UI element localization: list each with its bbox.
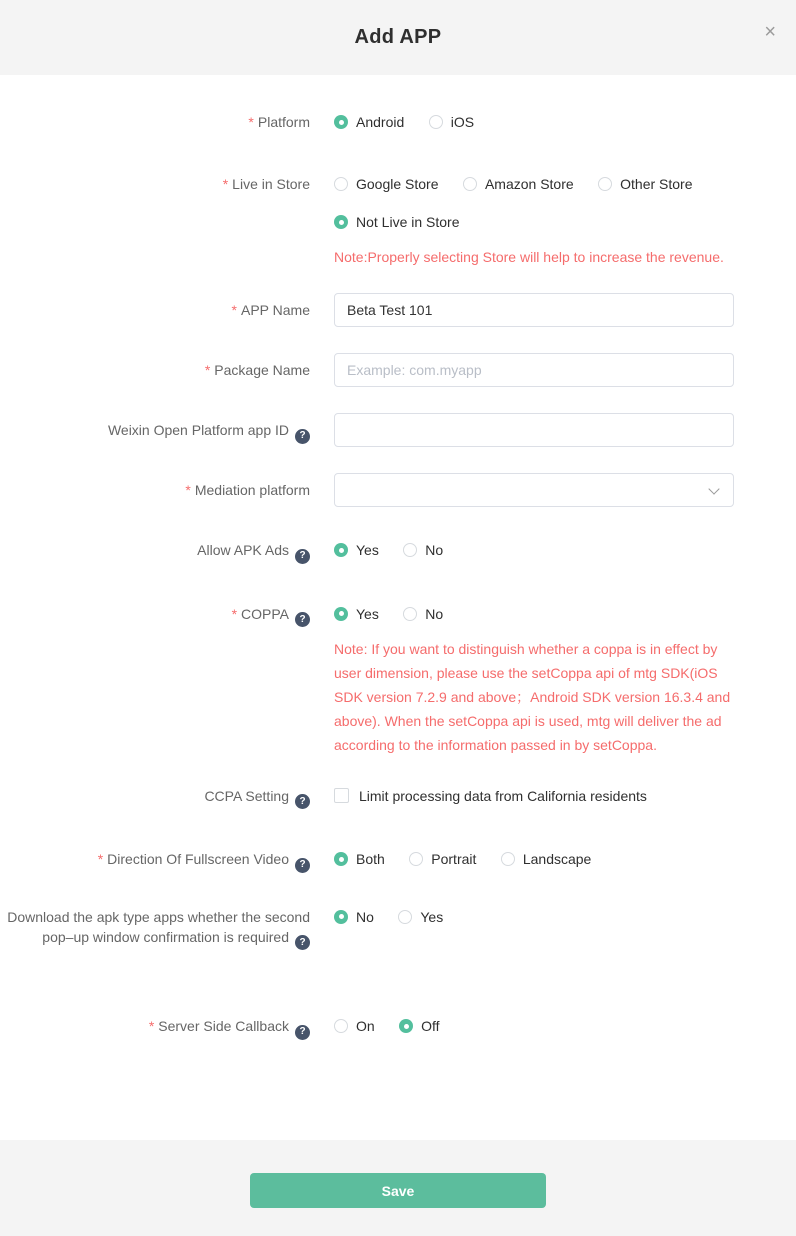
weixin-app-id-label: Weixin Open Platform app ID ? [0, 413, 310, 444]
radio-landscape[interactable] [501, 852, 515, 866]
required-asterisk: * [148, 1018, 155, 1034]
radio-option-ios[interactable]: iOS [429, 112, 474, 132]
direction-label: * Direction Of Fullscreen Video ? [0, 849, 310, 873]
field-ccpa-setting [0, 786, 796, 810]
coppa-label: * COPPA ? [0, 604, 310, 628]
radio-ios[interactable] [429, 115, 443, 129]
radio-option-not-live-in-store[interactable]: Not Live in Store [334, 212, 460, 232]
field-allow-apk-ads [0, 540, 796, 564]
radio-option-portrait[interactable]: Portrait [409, 849, 476, 869]
radio-allow-apk-yes-selected[interactable] [334, 543, 348, 557]
radio-coppa-no[interactable] [403, 607, 417, 621]
dialog-footer [0, 1140, 796, 1236]
store-note: Note:Properly selecting Store will help to increase the revenue. [334, 249, 724, 265]
radio-option-android[interactable]: Android [334, 112, 404, 132]
radio-option-coppa-no[interactable]: No [403, 604, 443, 624]
required-asterisk: * [185, 482, 191, 498]
radio-option-amazon-store[interactable]: Amazon Store [463, 174, 574, 194]
radio-both-selected[interactable] [334, 852, 348, 866]
field-coppa [0, 604, 796, 757]
field-server-side-callback [0, 1016, 796, 1040]
radio-allow-apk-no[interactable] [403, 543, 417, 557]
radio-android-selected[interactable] [334, 115, 348, 129]
radio-portrait[interactable] [409, 852, 423, 866]
field-mediation-platform [0, 473, 796, 507]
field-app-name [0, 293, 796, 327]
mediation-platform-select[interactable] [334, 473, 734, 507]
weixin-app-id-input[interactable] [334, 413, 734, 447]
radio-not-live-selected[interactable] [334, 215, 348, 229]
radio-apk-confirm-yes[interactable] [398, 910, 412, 924]
help-icon[interactable]: ? [295, 429, 310, 444]
field-direction-fullscreen-video [0, 849, 796, 873]
help-icon[interactable]: ? [295, 549, 310, 564]
package-name-input[interactable] [334, 353, 734, 387]
mediation-platform-label: * Mediation platform [185, 482, 310, 498]
help-icon[interactable]: ? [295, 794, 310, 809]
radio-callback-off-selected[interactable] [399, 1019, 413, 1033]
required-asterisk: * [231, 605, 238, 622]
radio-google-store[interactable] [334, 177, 348, 191]
add-app-form [0, 75, 796, 1140]
help-icon[interactable]: ? [295, 1025, 310, 1040]
radio-option-coppa-yes[interactable]: Yes [334, 604, 379, 624]
chevron-down-icon [708, 483, 719, 494]
required-asterisk: * [97, 851, 104, 867]
help-icon[interactable]: ? [295, 935, 310, 950]
radio-option-allow-apk-yes[interactable]: Yes [334, 540, 379, 560]
field-platform [0, 112, 796, 134]
radio-option-apk-confirm-no[interactable]: No [334, 907, 374, 927]
ccpa-setting-label: CCPA Setting ? [0, 786, 310, 810]
apk-confirm-label: Download the apk type apps whether the second pop–up window confirmation is required ? [0, 907, 310, 951]
radio-option-callback-off[interactable]: Off [399, 1016, 439, 1036]
radio-option-apk-confirm-yes[interactable]: Yes [398, 907, 443, 927]
radio-coppa-yes-selected[interactable] [334, 607, 348, 621]
page-title: Add APP [354, 26, 442, 48]
field-package-name [0, 353, 796, 387]
radio-option-landscape[interactable]: Landscape [501, 849, 592, 869]
radio-option-allow-apk-no[interactable]: No [403, 540, 443, 560]
required-asterisk: * [248, 114, 254, 130]
required-asterisk: * [222, 176, 229, 192]
coppa-note: Note: If you want to distinguish whether a coppa is in effect by user dimension, please use the setCoppa api of mtg SDK(iOS SDK version 7.2.9 and above；Android SDK version 16.3.4 and above). When the setCoppa api is used, mtg will deliver the ad according to the information passed in by setCoppa. [334, 640, 731, 753]
radio-option-google-store[interactable]: Google Store [334, 174, 439, 194]
live-in-store-label: * Live in Store [222, 176, 310, 192]
close-icon[interactable]: × [764, 21, 776, 43]
app-name-label: * APP Name [231, 302, 310, 318]
app-name-input[interactable] [334, 293, 734, 327]
radio-option-other-store[interactable]: Other Store [598, 174, 692, 194]
server-callback-label: * Server Side Callback ? [0, 1016, 310, 1040]
dialog-header [0, 0, 796, 75]
required-asterisk: * [204, 362, 211, 378]
ccpa-checkbox-option[interactable]: Limit processing data from California residents [334, 786, 647, 806]
radio-callback-on[interactable] [334, 1019, 348, 1033]
radio-other-store[interactable] [598, 177, 612, 191]
required-asterisk: * [231, 302, 237, 318]
radio-option-callback-on[interactable]: On [334, 1016, 375, 1036]
package-name-label: * Package Name [204, 362, 310, 378]
radio-amazon-store[interactable] [463, 177, 477, 191]
field-live-in-store [0, 174, 796, 268]
help-icon[interactable]: ? [295, 612, 310, 627]
field-weixin-app-id [0, 413, 796, 447]
help-icon[interactable]: ? [295, 858, 310, 873]
allow-apk-ads-label: Allow APK Ads ? [0, 540, 310, 564]
radio-apk-confirm-no-selected[interactable] [334, 910, 348, 924]
platform-label: * Platform [248, 114, 310, 130]
save-button[interactable]: Save [250, 1173, 546, 1208]
ccpa-checkbox[interactable] [334, 788, 349, 803]
radio-option-both[interactable]: Both [334, 849, 385, 869]
field-apk-confirm [0, 907, 796, 951]
